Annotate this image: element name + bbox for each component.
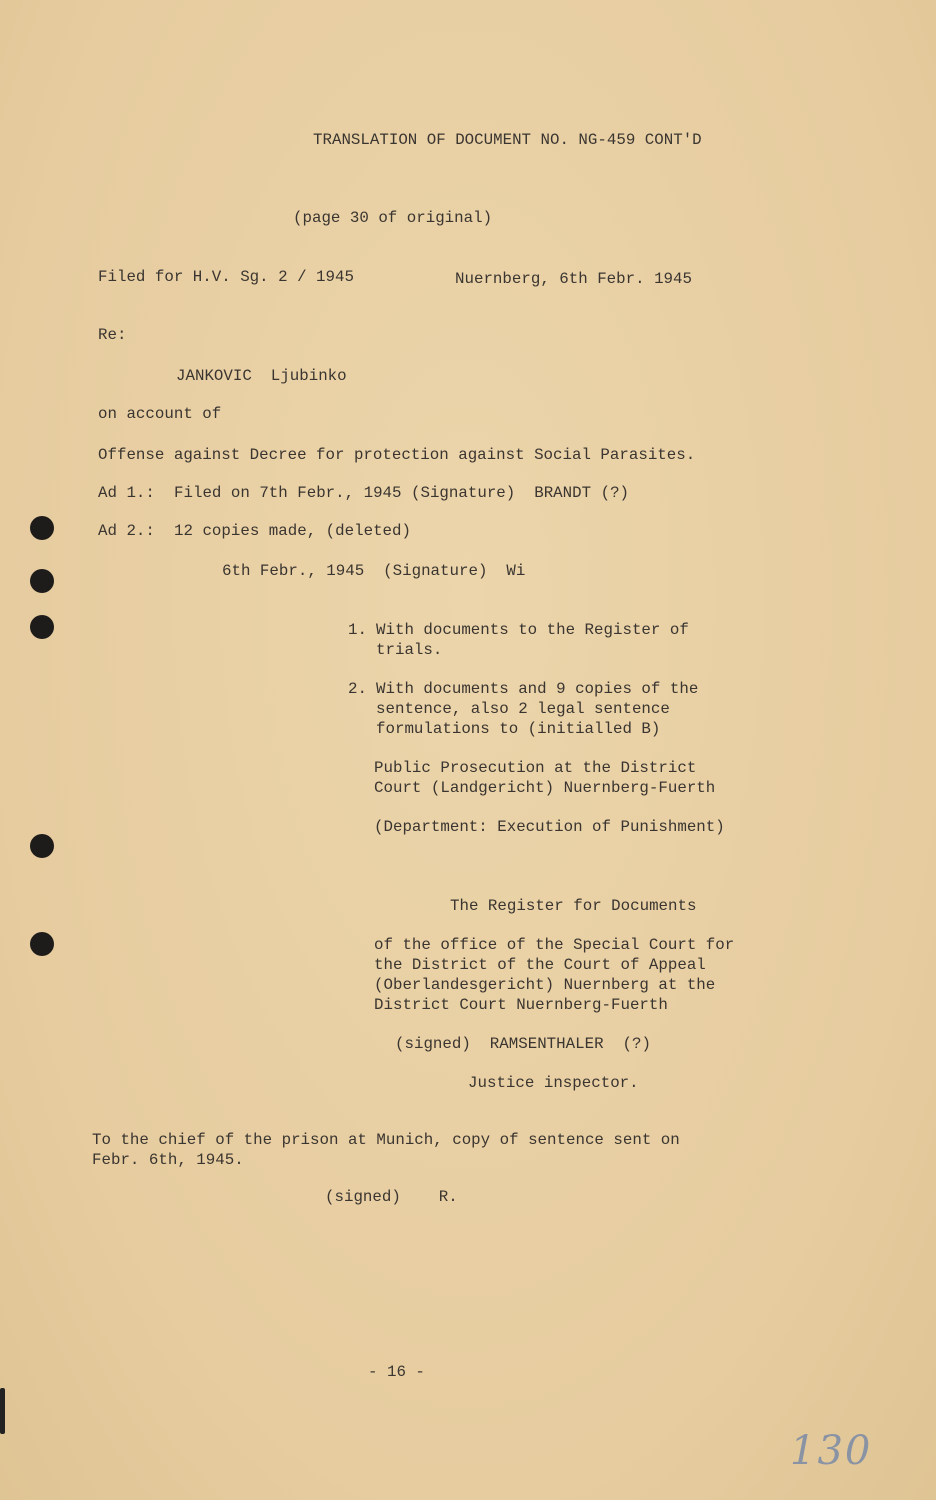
item-number: 2. [348, 680, 367, 698]
item-line: With documents and 9 copies of the [376, 680, 699, 698]
department: (Department: Execution of Punishment) [374, 818, 725, 836]
ad2-label: Ad 2.: [98, 522, 155, 540]
register-heading: The Register for Documents [450, 897, 697, 915]
item-number: 1. [348, 621, 367, 639]
on-account-of: on account of [98, 405, 222, 423]
handwritten-number: 130 [790, 1428, 873, 1474]
page-number: - 16 - [368, 1363, 425, 1381]
punch-hole [30, 615, 54, 639]
register-line: the District of the Court of Appeal [374, 956, 706, 974]
footer-note-line: Febr. 6th, 1945. [92, 1151, 244, 1169]
re-label: Re: [98, 326, 127, 344]
prosecution-line: Court (Landgericht) Nuernberg-Fuerth [374, 779, 716, 797]
place-date: Nuernberg, 6th Febr. 1945 [455, 270, 692, 288]
scan-edge-mark [0, 1388, 5, 1434]
item-line: trials. [376, 641, 443, 659]
item-line: With documents to the Register of [376, 621, 689, 639]
register-line: District Court Nuernberg-Fuerth [374, 996, 668, 1014]
prosecution-line: Public Prosecution at the District [374, 759, 697, 777]
item-line: formulations to (initialled B) [376, 720, 661, 738]
page-reference: (page 30 of original) [293, 209, 493, 227]
item-line: sentence, also 2 legal sentence [376, 700, 670, 718]
ad2-text: 12 copies made, (deleted) [174, 522, 411, 540]
defendant-name: JANKOVIC Ljubinko [176, 367, 347, 385]
punch-hole [30, 569, 54, 593]
register-role: Justice inspector. [468, 1074, 639, 1092]
register-line: of the office of the Special Court for [374, 936, 735, 954]
punch-hole [30, 932, 54, 956]
footer-note-line: To the chief of the prison at Munich, copy of sentence sent on [92, 1131, 680, 1149]
ad2-date-signature: 6th Febr., 1945 (Signature) Wi [222, 562, 526, 580]
register-signed: (signed) RAMSENTHALER (?) [395, 1035, 651, 1053]
ad1-label: Ad 1.: [98, 484, 155, 502]
offense: Offense against Decree for protection against Social Parasites. [98, 446, 696, 464]
footer-signed: (signed) R. [325, 1188, 458, 1206]
register-line: (Oberlandesgericht) Nuernberg at the [374, 976, 716, 994]
punch-hole [30, 516, 54, 540]
ad1-text: Filed on 7th Febr., 1945 (Signature) BRANDT (?) [174, 484, 630, 502]
filed-for: Filed for H.V. Sg. 2 / 1945 [98, 268, 354, 286]
document-title: TRANSLATION OF DOCUMENT NO. NG-459 CONT'D [313, 131, 702, 149]
punch-hole [30, 834, 54, 858]
